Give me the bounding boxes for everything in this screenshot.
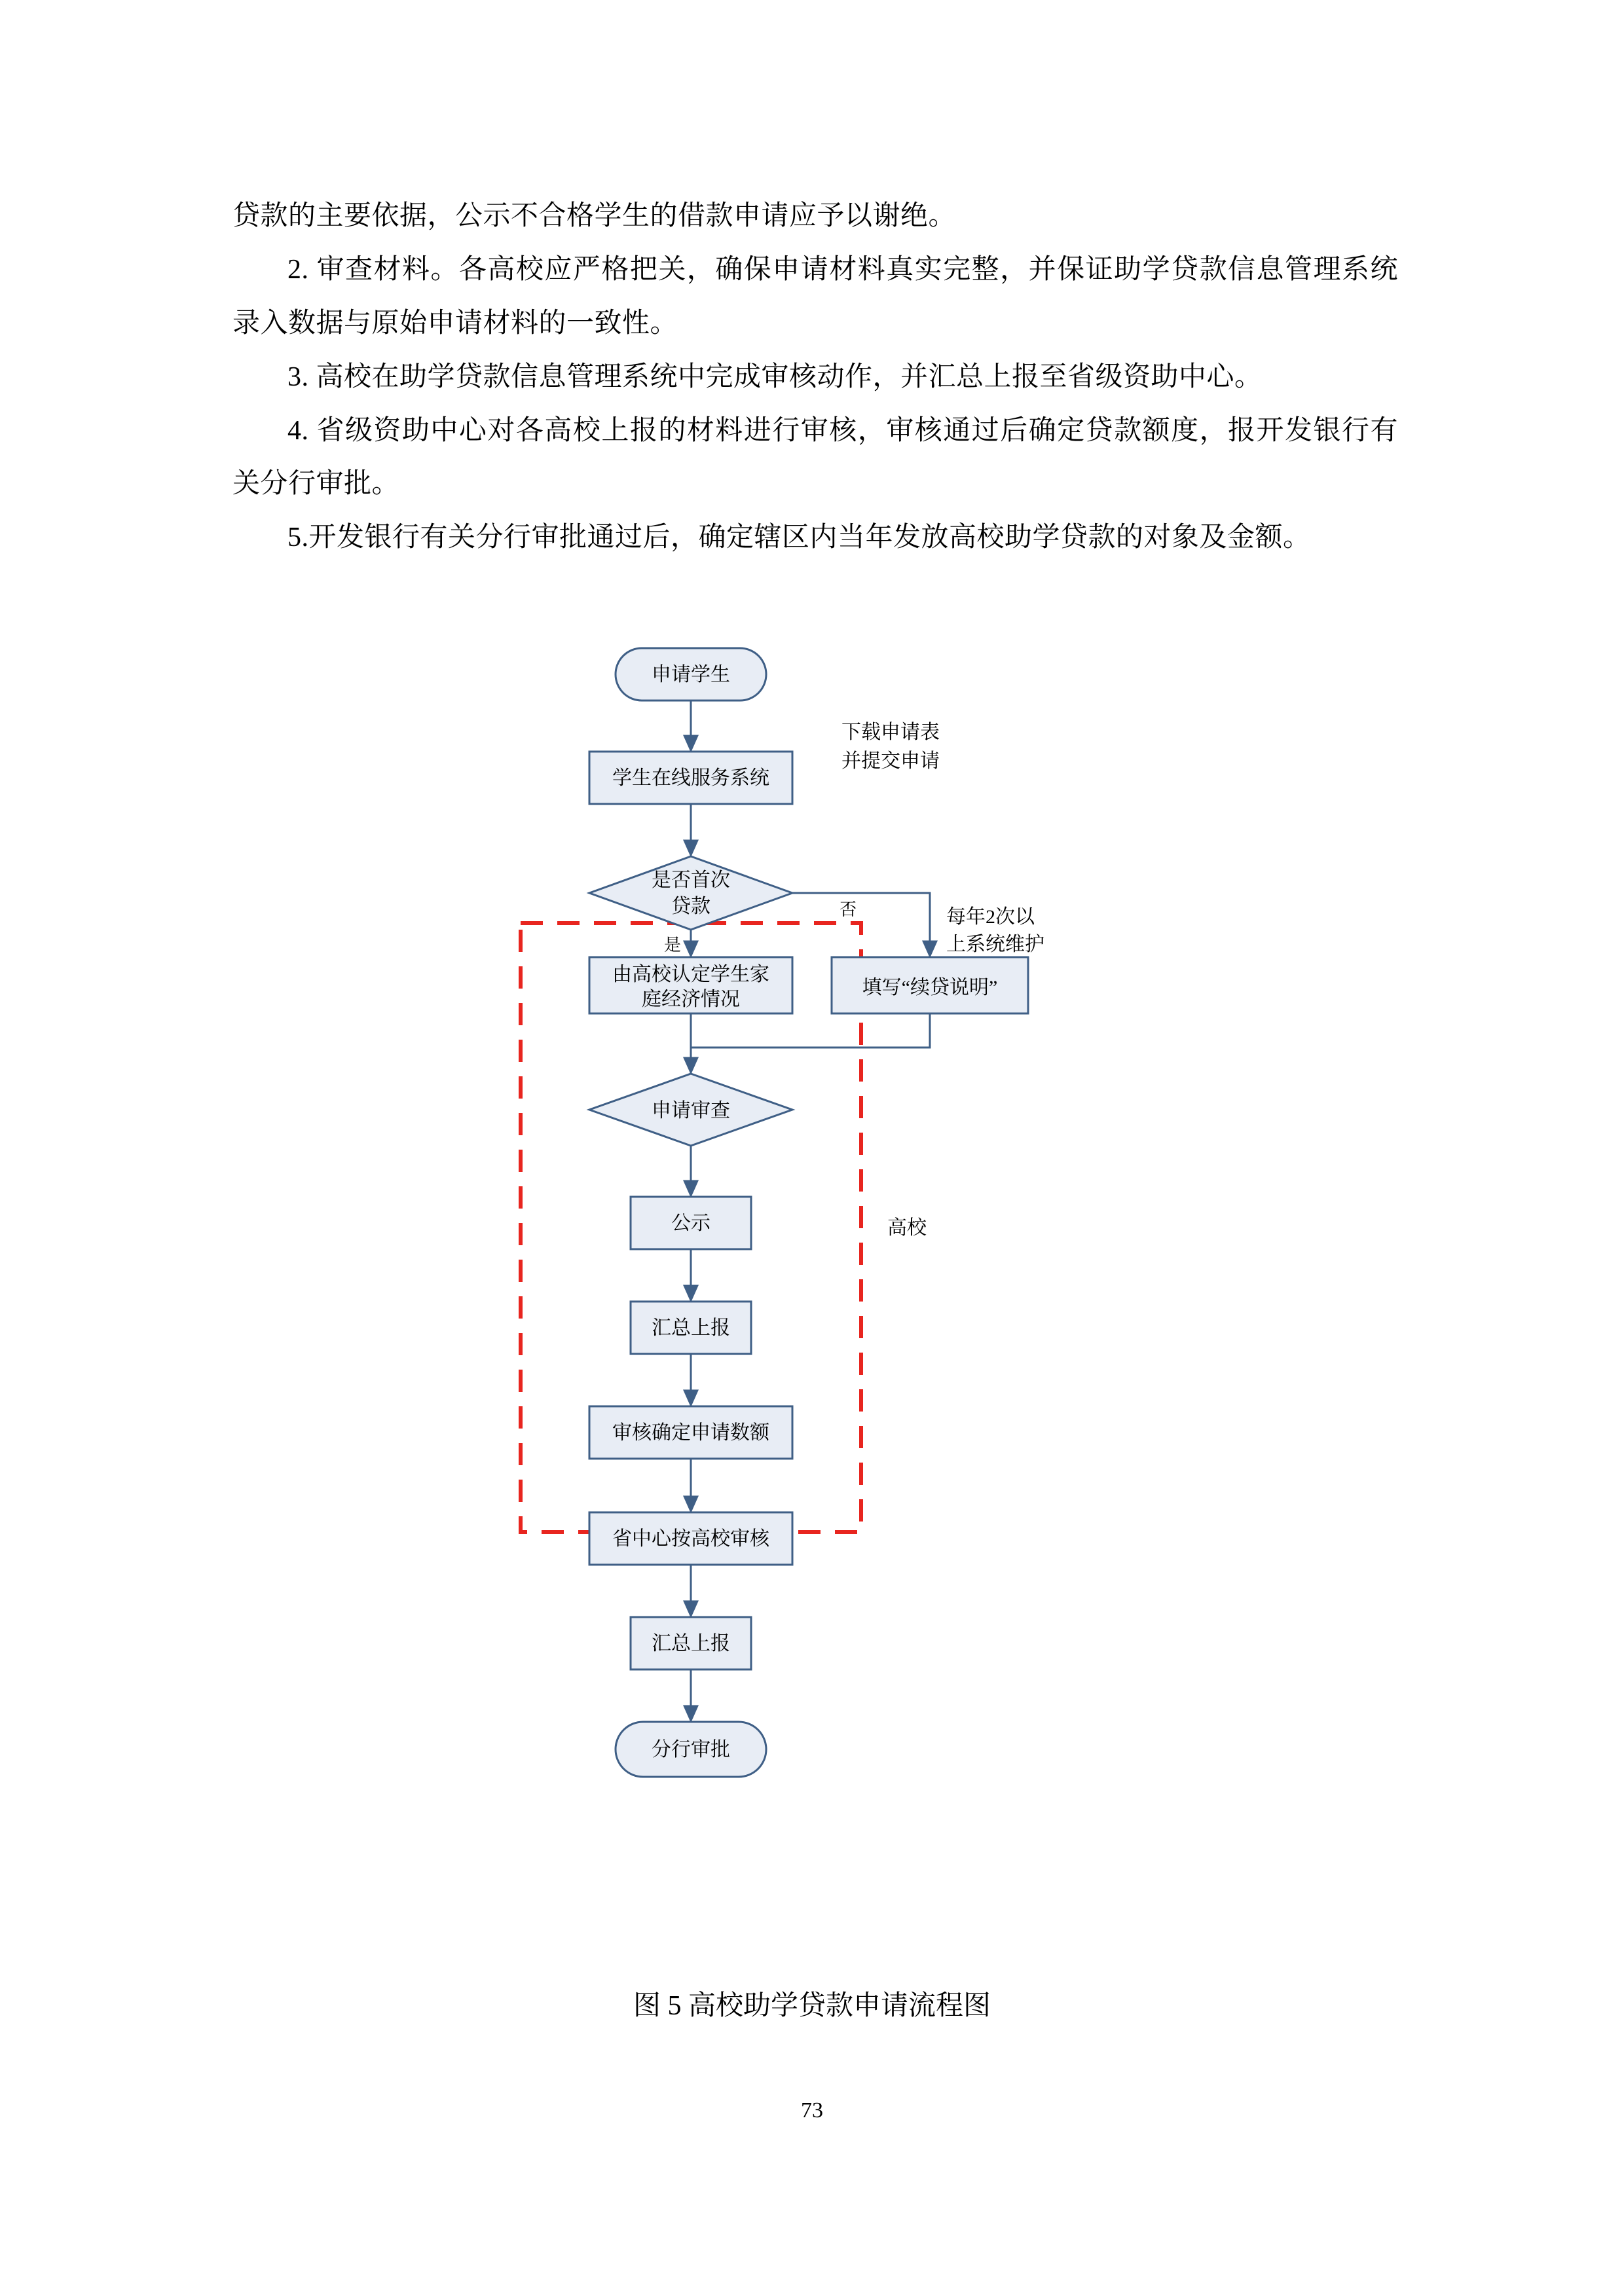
node-renew-label: 填写“续贷说明” bbox=[862, 977, 998, 998]
node-start bbox=[616, 648, 766, 701]
note-maintain bbox=[946, 906, 1044, 955]
paragraph-2: 2. 审查材料。各高校应严格把关，确保申请材料真实完整，并保证助学贷款信息管理系统录入数据与原始申请材料的一致性。 bbox=[232, 254, 1398, 338]
node-confirm-label: 审核确定申请数额 bbox=[612, 1422, 769, 1444]
node-renew bbox=[832, 957, 1028, 1013]
figure-caption: 图 5 高校助学贷款申请流程图 bbox=[633, 1991, 991, 2021]
node-publish-label: 公示 bbox=[671, 1212, 710, 1234]
node-approve-label: 分行审批 bbox=[652, 1739, 730, 1760]
node-identify-line2: 庭经济情况 bbox=[642, 989, 740, 1010]
node-provcheck-label: 省中心按高校审核 bbox=[612, 1528, 769, 1550]
body-text bbox=[232, 190, 1398, 565]
node-confirm bbox=[589, 1406, 792, 1459]
note-download-line1: 下载申请表 bbox=[841, 721, 940, 743]
note-download bbox=[841, 721, 940, 772]
node-approve bbox=[616, 1722, 766, 1777]
node-report2 bbox=[631, 1617, 751, 1669]
node-first-loan-line2: 贷款 bbox=[671, 896, 710, 917]
node-start-label: 申请学生 bbox=[652, 664, 730, 685]
page-number: 73 bbox=[801, 2098, 823, 2123]
node-provcheck bbox=[589, 1512, 792, 1565]
note-college: 高校 bbox=[887, 1217, 927, 1239]
note-maintain-line1: 每年2次以 bbox=[946, 906, 1035, 928]
paragraph-3: 3. 高校在助学贷款信息管理系统中完成审核动作，并汇总上报至省级资助中心。 bbox=[287, 361, 1263, 392]
node-review-decision bbox=[589, 1074, 792, 1146]
node-first-loan-decision bbox=[589, 856, 792, 930]
paragraph-4: 4. 省级资助中心对各高校上报的材料进行审核，审核通过后确定贷款额度，报开发银行有关分行审批。 bbox=[232, 415, 1398, 500]
node-report2-label: 汇总上报 bbox=[652, 1633, 730, 1654]
note-maintain-line2: 上系统维护 bbox=[946, 934, 1044, 955]
node-identify bbox=[589, 957, 792, 1013]
node-publish bbox=[631, 1197, 751, 1249]
node-identify-line1: 由高校认定学生家 bbox=[612, 964, 769, 985]
node-report1 bbox=[631, 1302, 751, 1354]
flowchart bbox=[232, 642, 1405, 1944]
note-download-line2: 并提交申请 bbox=[841, 750, 940, 772]
node-report1-label: 汇总上报 bbox=[652, 1317, 730, 1339]
node-review-label: 申请审查 bbox=[652, 1100, 730, 1121]
node-first-loan-line1: 是否首次 bbox=[652, 869, 730, 891]
paragraph-1: 贷款的主要依据，公示不合格学生的借款申请应予以谢绝。 bbox=[232, 201, 957, 231]
node-online-label: 学生在线服务系统 bbox=[612, 767, 769, 789]
node-online bbox=[589, 752, 792, 804]
edge-renew-merge bbox=[691, 1013, 930, 1048]
edge-first-renew bbox=[747, 893, 930, 957]
paragraph-5: 5.开发银行有关分行审批通过后，确定辖区内当年发放高校助学贷款的对象及金额。 bbox=[287, 522, 1311, 553]
edge-label-yes: 是 bbox=[663, 936, 682, 955]
edge-label-no: 否 bbox=[839, 900, 857, 919]
